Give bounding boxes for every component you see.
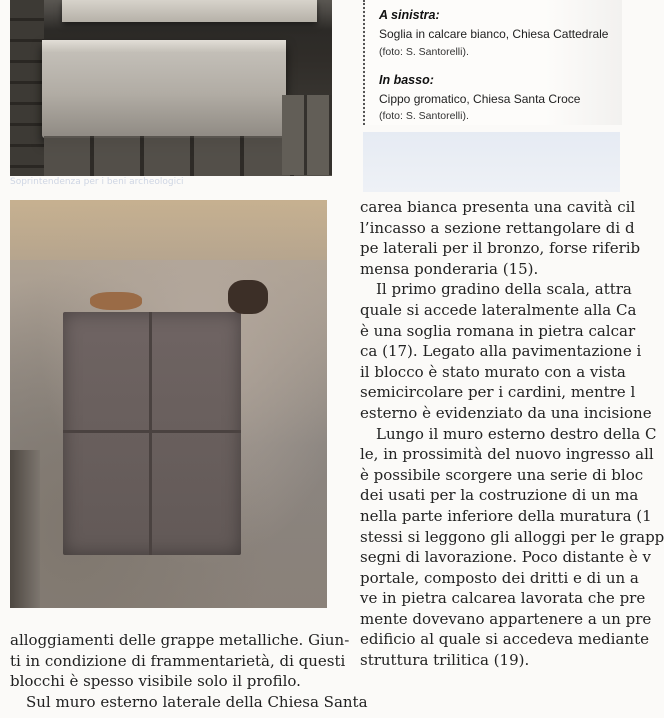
text-line: mente dovevano appartenere a un pre	[360, 609, 652, 628]
text-line: Lungo il muro esterno destro della C	[376, 424, 657, 443]
text-line: l’incasso a sezione rettangolare di d	[360, 218, 635, 237]
text-line: è possibile scorgere una serie di bloc	[360, 465, 644, 484]
text-line: ca (17). Legato alla pavimentazione i	[360, 342, 642, 361]
text-line: portale, composto dei dritti e di un a	[360, 568, 639, 587]
text-line: il blocco è stato murato con a vista	[360, 362, 626, 381]
photo-dark-stone	[10, 450, 40, 608]
threshold-photo	[10, 0, 332, 176]
cippo-horizontal-incision	[63, 430, 241, 433]
text-line: pe laterali per il bronzo, forse riferib	[360, 239, 641, 258]
text-line: Il primo gradino della scala, attra	[376, 280, 632, 299]
text-line: mensa ponderaria (15).	[360, 259, 539, 278]
figure-caption-box	[363, 0, 622, 125]
text-line: alloggiamenti delle grappe metalliche. Giun-	[10, 631, 350, 649]
bleed-through-caption: Soprintendenza per i beni archeologici	[10, 177, 184, 187]
photo-cavity-right	[228, 280, 268, 314]
photo-wall-left	[10, 0, 44, 176]
caption-credit-below: (foto: S. Santorelli).	[379, 110, 469, 122]
text-line: Sul muro esterno laterale della Chiesa Santa	[26, 692, 368, 711]
text-line: esterno è evidenziato da una incisione	[360, 403, 652, 422]
cippo-photo	[10, 200, 327, 608]
text-line: carea bianca presenta una cavità cil	[360, 198, 636, 216]
text-line: quale si accede lateralmente alla Ca	[360, 300, 637, 319]
photo-slab-upper	[62, 0, 317, 22]
photo-cavity-left	[90, 292, 142, 310]
caption-heading-below: In basso:	[379, 73, 434, 87]
right-text-column	[360, 197, 664, 671]
text-line: edificio al quale si accedeva mediante	[360, 630, 649, 649]
text-line: stessi si leggono gli alloggi per le grapp	[360, 527, 664, 546]
text-line: è una soglia romana in pietra calcar	[360, 321, 636, 340]
caption-credit-left: (foto: S. Santorelli).	[379, 46, 469, 58]
cippo-stone	[63, 312, 241, 555]
left-text-column	[10, 630, 368, 712]
text-line: segni di lavorazione. Poco distante è v	[360, 548, 651, 567]
text-line: blocchi è spesso visibile solo il profilo.	[10, 672, 301, 691]
text-line: semicircolare per i cardini, mentre l	[360, 383, 636, 402]
text-line: ti in condizione di frammentarietà, di questi	[10, 651, 346, 670]
photo-slab-threshold	[42, 40, 286, 138]
text-line: le, in prossimità del nuovo ingresso all	[360, 445, 654, 464]
text-line: dei usati per la costruzione di un ma	[360, 486, 639, 505]
caption-heading-left: A sinistra:	[379, 8, 440, 22]
photo-sandstone-band	[10, 200, 327, 260]
caption-text-below: Cippo gromatico, Chiesa Santa Croce	[379, 92, 581, 106]
text-line: struttura trilitica (19).	[360, 651, 530, 670]
caption-text-left: Soglia in calcare bianco, Chiesa Cattedrale	[379, 27, 609, 41]
blue-sidebar-panel	[363, 132, 620, 192]
cippo-vertical-incision	[149, 312, 152, 555]
text-line: ve in pietra calcarea lavorata che pre	[360, 589, 646, 608]
photo-stone-blocks-right	[282, 95, 332, 175]
text-line: nella parte inferiore della muratura (1	[360, 506, 652, 525]
